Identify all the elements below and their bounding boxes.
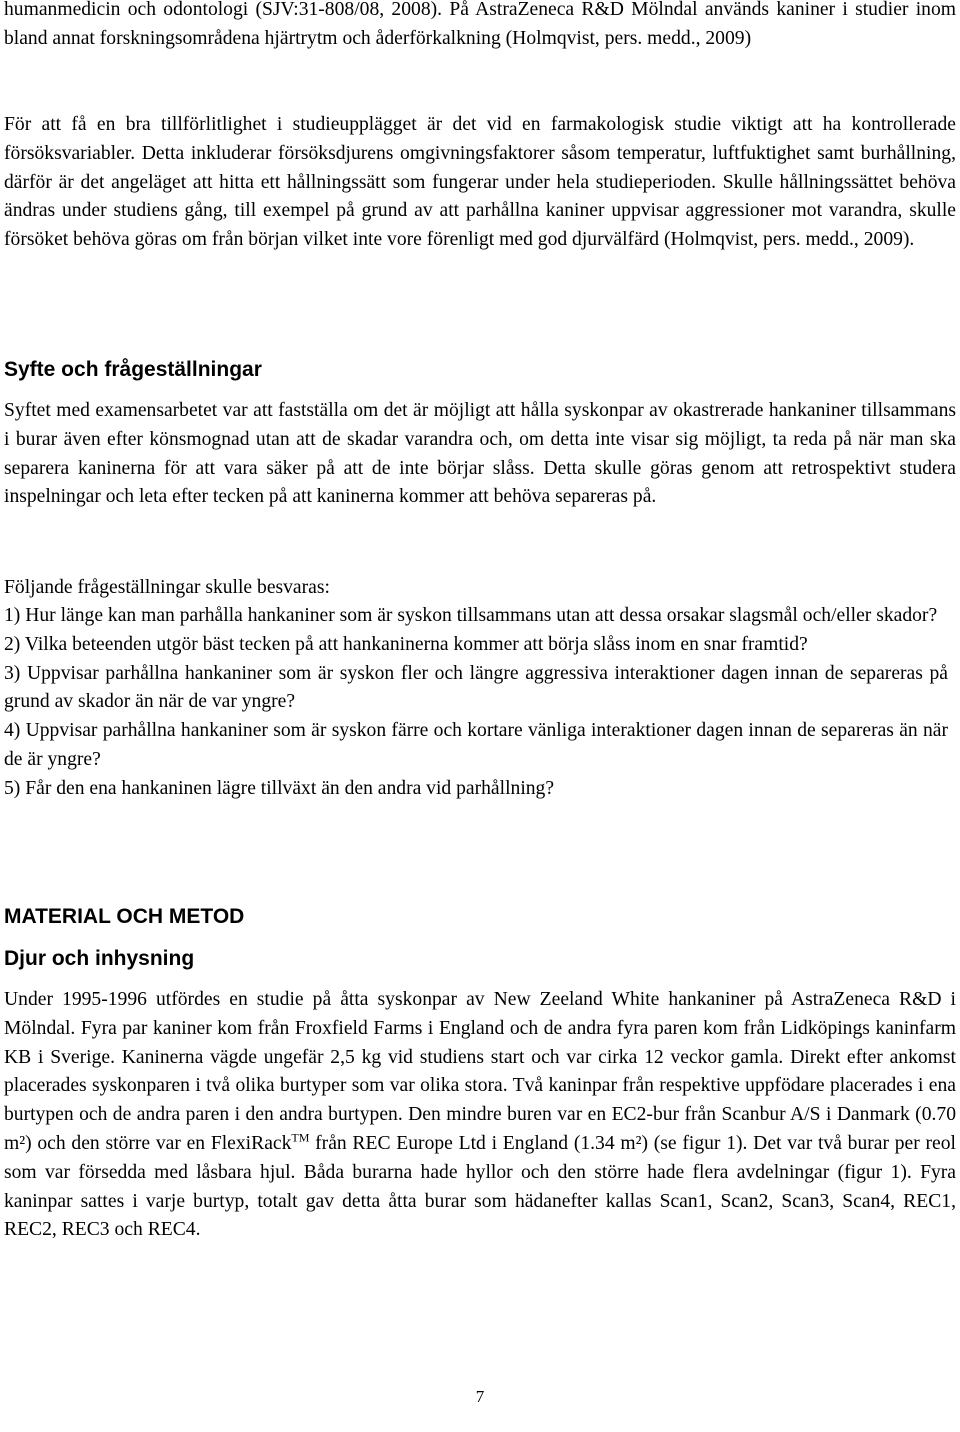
questions-intro: Följande frågeställningar skulle besvaras:: [4, 577, 330, 598]
paragraph-variables: För att få en bra tillförlitlighet i studieupplägget är det vid en farmakologisk studie viktigt att ha kontrollerade försöksvariabler. Detta inkluderar försöksdjurens omgivningsfaktorer såsom temperatur, luftfuktighet samt burhållning, därför är det angeläget att hitta ett hållningssätt som fungerar under hela studieperioden. Skulle hållningssättet behöva ändras under studiens gång, till exempel på grund av att parhållna kaniner uppvisar aggressioner mot varandra, skulle försöket behöva göras om från början vilket inte vore förenligt med god djurvälfärd (Holmqvist, pers. medd., 2009).: [4, 114, 956, 251]
paragraph-purpose: Syftet med examensarbetet var att fastställa om det är möjligt att hålla syskonpar av okastrerade hankaniner tillsammans i burar även efter könsmognad utan att de skadar varandra och, om detta inte visar sig möjligt, ta reda på när man ska separera kaninerna för att vara säker på att de inte börjar slåss. Detta skulle göras genom att retrospektivt studera inspelningar och leta efter tecken på att kaninerna kommer att behöva separeras på.: [4, 400, 956, 508]
questions-list: [0, 602, 952, 804]
question-item: 2) Vilka beteenden utgör bäst tecken på att hankaninerna kommer att börja slåss inom en snar framtid?: [4, 633, 808, 655]
question-item: 3) Uppvisar parhållna hankaniner som är syskon fler och längre aggressiva interaktioner dagen innan de separeras på grund av skador än när de var yngre?: [4, 662, 948, 713]
question-item: 1) Hur länge kan man parhålla hankaniner som är syskon tillsammans utan att dessa orsakar slagsmål och/eller skador?: [4, 605, 938, 626]
paragraph-animals-part-2: från REC Europe Ltd i England (1.34 m²) (se figur 1). Det var två burar per reol som var försedda med låsbara hjul. Båda burarna hade hyllor och den större hade flera avdelningar (figur 1). Fyra kaninpar sattes i varje burtyp, totalt gav detta åtta burar som hädanefter kallas Scan1, Scan2, Scan3, Scan4, REC1, REC2, REC3 och REC4.: [4, 1132, 956, 1241]
paragraph-animals-housing: [0, 986, 960, 1245]
heading-material-och-metod: MATERIAL OCH METOD: [4, 905, 245, 928]
paragraph-intro-continued: humanmedicin och odontologi (SJV:31-808/08, 2008). På AstraZeneca R&D Mölndal används kaniner i studier inom bland annat forskningsområdena hjärtrytm och åderförkalkning (Holmqvist, pers. medd., 2009): [4, 0, 956, 49]
trademark-symbol: TM: [291, 1130, 310, 1145]
question-item: 4) Uppvisar parhållna hankaniner som är syskon färre och kortare vänliga interaktioner dagen innan de separeras än när de är yngre?: [4, 720, 948, 770]
paragraph-animals-part-1: Under 1995-1996 utfördes en studie på åtta syskonpar av New Zeeland White hankaniner på AstraZeneca R&D i Mölndal. Fyra par kaniner kom från Froxfield Farms i England och de andra fyra paren kom från Lidköpings kaninfarm KB i Sverige. Kaninerna vägde ungefär 2,5 kg vid studiens start och var cirka 12 veckor gamla. Direkt efter ankomst placerades syskonparen i två olika burtyper som var olika stora. Två kaninpar från respektive uppfödare placerades i ena burtypen och de andra paren i den andra burtypen. Den mindre buren var en EC2-bur från Scanbur A/S i Danmark (0.70 m²) och den större var en FlexiRack: [4, 989, 956, 1154]
question-item: 5) Får den ena hankaninen lägre tillväxt än den andra vid parhållning?: [4, 777, 555, 799]
heading-djur-och-inhysning: Djur och inhysning: [4, 947, 195, 970]
heading-syfte: Syfte och frågeställningar: [4, 358, 262, 381]
page-number: 7: [475, 1387, 485, 1406]
